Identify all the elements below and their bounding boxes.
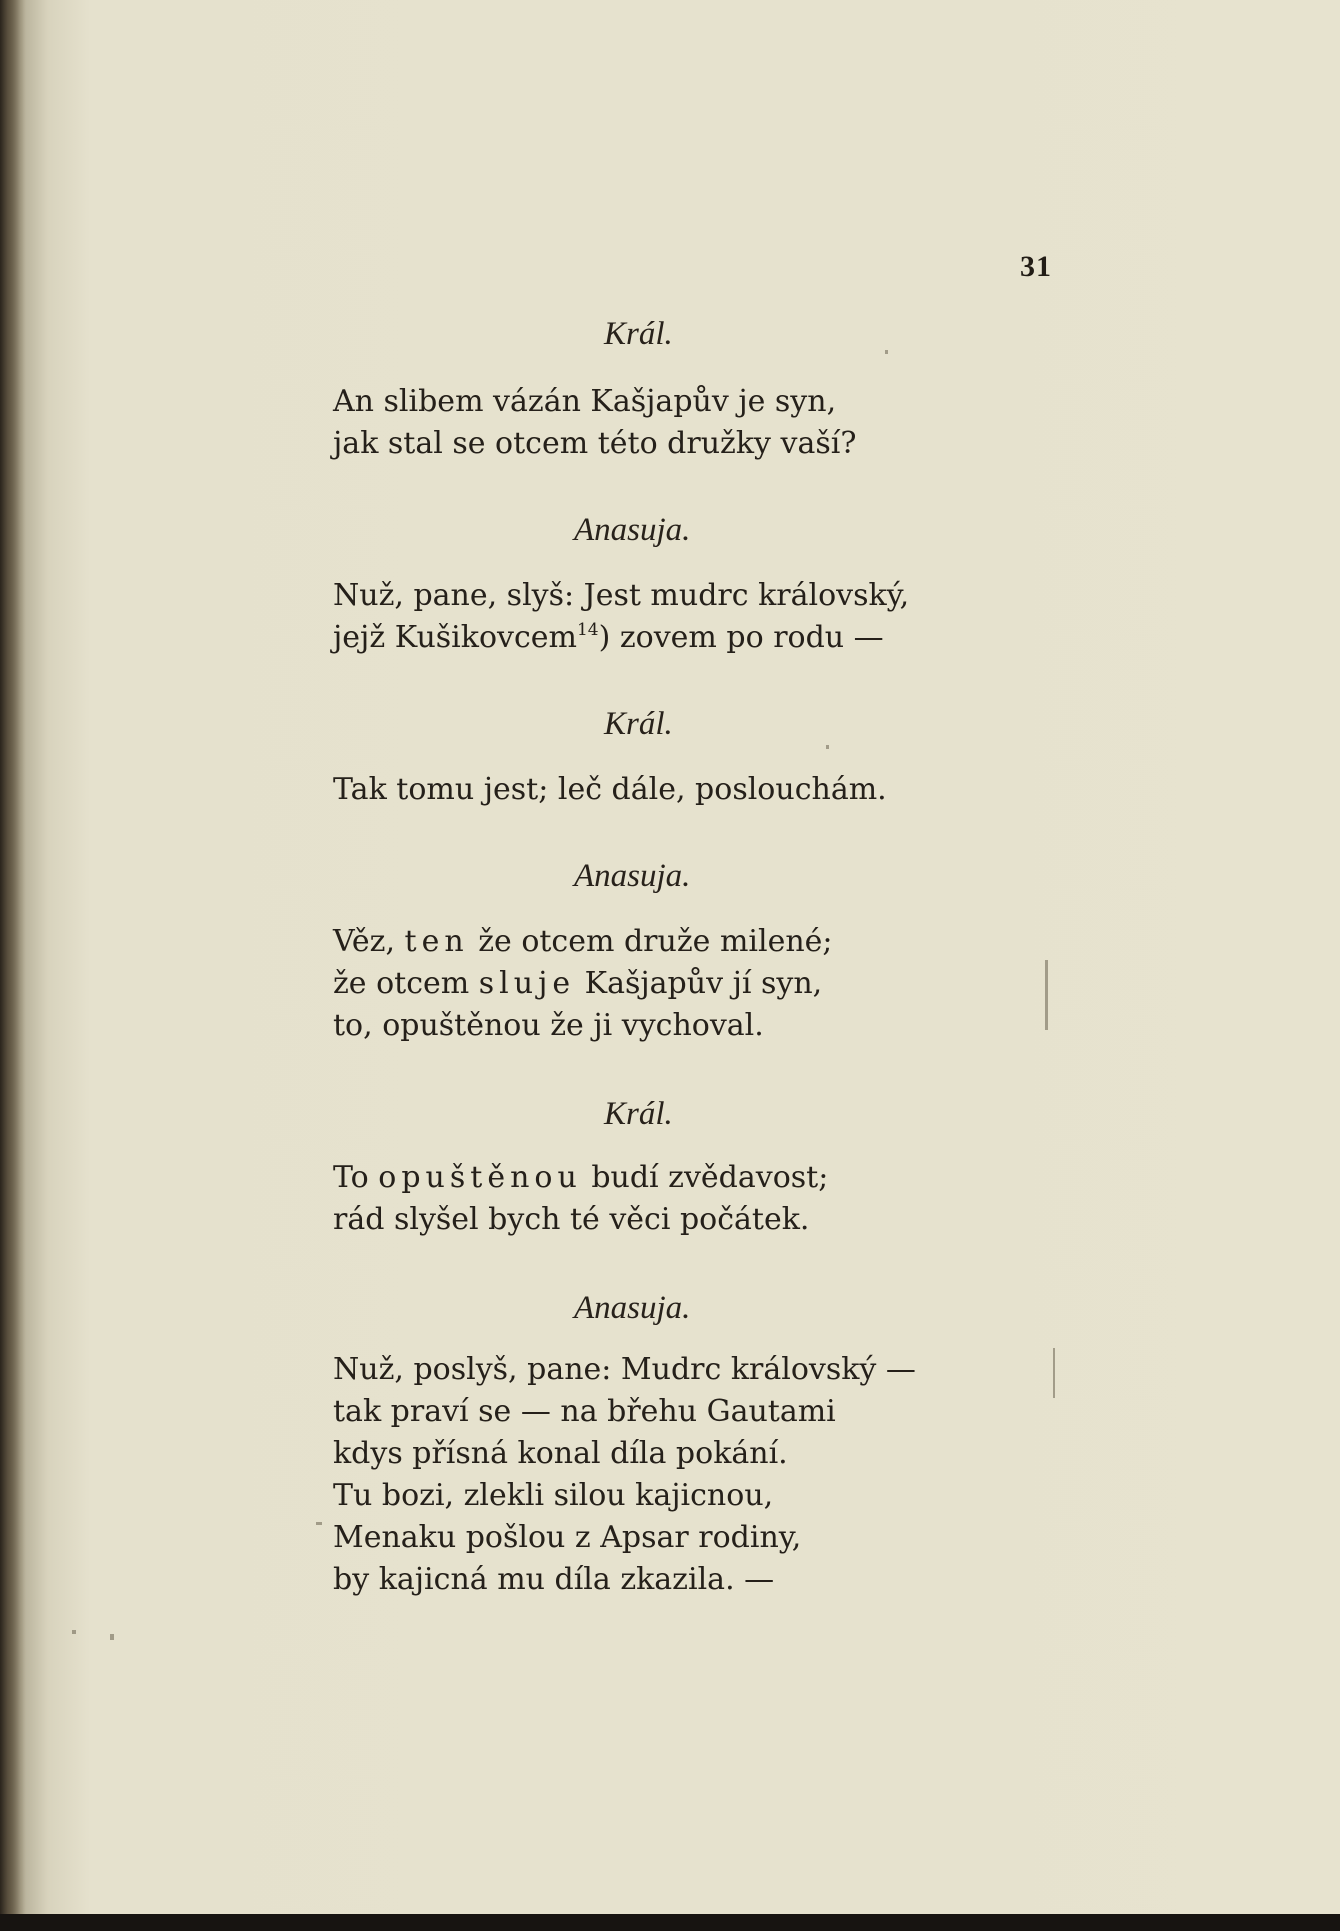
verse-line: [333, 1160, 828, 1195]
paper-speck: [826, 745, 829, 749]
verse-line: Menaku pošlou z Apsar rodiny,: [333, 1520, 802, 1555]
verse-line: [333, 966, 822, 1001]
verse-text: budí zvědavost;: [581, 1160, 829, 1195]
spaced-emphasis: sluje: [478, 966, 576, 1001]
verse-text: To: [333, 1160, 379, 1195]
verse-line: tak praví se — na břehu Gautami: [333, 1394, 836, 1429]
spaced-emphasis: opuštěnou: [378, 1160, 582, 1195]
footnote-marker: 14: [576, 620, 599, 640]
verse-line: Nuž, poslyš, pane: Mudrc královský —: [333, 1352, 916, 1387]
spine-shadow: [0, 0, 26, 1916]
speaker-label: Král.: [604, 316, 673, 352]
paper-speck: [316, 1522, 322, 1525]
verse-text: jejž Kušikovcem: [333, 620, 577, 655]
page-bottom-edge: [0, 1914, 1340, 1931]
verse-line: [333, 620, 884, 655]
paper-mark: [1053, 1348, 1055, 1398]
verse-line: kdys přísná konal díla pokání.: [333, 1436, 788, 1471]
verse-text: ) zovem po rodu —: [598, 620, 884, 655]
paper-speck: [110, 1634, 114, 1640]
paper-speck: [885, 350, 888, 354]
verse-text: že otcem druže milené;: [468, 924, 833, 959]
verse-line: rád slyšel bych té věci počátek.: [333, 1202, 810, 1237]
speaker-label: Král.: [604, 1096, 673, 1132]
speaker-label: Král.: [604, 706, 673, 742]
page-number: 31: [1020, 250, 1052, 283]
verse-line: An slibem vázán Kašjapův je syn,: [333, 384, 837, 419]
verse-text: Věz,: [333, 924, 405, 959]
verse-line: to, opuštěnou že ji vychoval.: [333, 1008, 764, 1043]
verse-text: že otcem: [333, 966, 479, 1001]
verse-line: Tak tomu jest; leč dále, poslouchám.: [333, 772, 887, 807]
speaker-label: Anasuja.: [574, 858, 691, 894]
verse-text: Kašjapův jí syn,: [575, 966, 823, 1001]
verse-line: jak stal se otcem této družky vaší?: [333, 426, 857, 461]
spaced-emphasis: ten: [404, 924, 469, 959]
verse-line: [333, 924, 833, 959]
verse-line: by kajicná mu díla zkazila. —: [333, 1562, 775, 1597]
paper-mark: [1045, 960, 1048, 1030]
paper-speck: [72, 1630, 76, 1634]
verse-line: Nuž, pane, slyš: Jest mudrc královský,: [333, 578, 910, 613]
verse-line: Tu bozi, zlekli silou kajicnou,: [333, 1478, 774, 1513]
speaker-label: Anasuja.: [574, 1290, 691, 1326]
speaker-label: Anasuja.: [574, 512, 691, 548]
